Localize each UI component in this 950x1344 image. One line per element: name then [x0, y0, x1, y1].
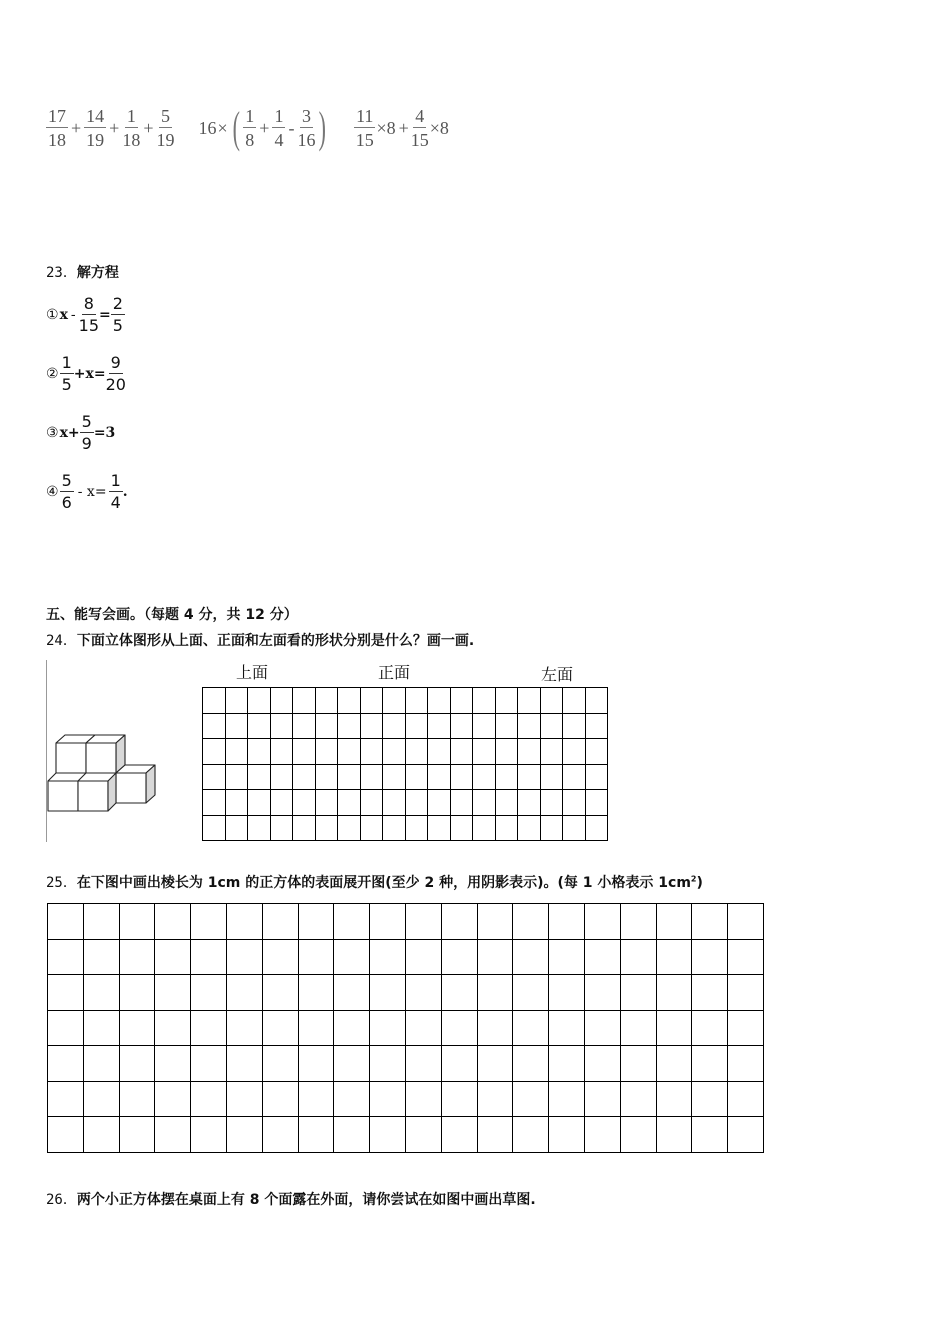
grid-cell[interactable] [513, 1081, 549, 1117]
q25-heading: 25．在下图中画出棱长为 1cm 的正方体的表面展开图(至少 2 种，用阴影表示)。(每 1 小格表示 $1cm^2$) [46, 874, 703, 891]
grid-row [203, 790, 608, 816]
grid-cell[interactable] [428, 688, 451, 714]
grid-cell[interactable] [370, 975, 406, 1011]
grid-cell[interactable] [656, 975, 692, 1011]
grid-cell[interactable] [540, 815, 563, 841]
grid-cell[interactable] [270, 739, 293, 765]
grid-row [48, 975, 764, 1011]
grid-cell[interactable] [262, 939, 298, 975]
grid-cell[interactable] [450, 688, 473, 714]
grid-cell[interactable] [450, 764, 473, 790]
grid-cell[interactable] [203, 713, 226, 739]
grid-cell[interactable] [226, 1010, 262, 1046]
grid-cell[interactable] [383, 790, 406, 816]
fraction: $\frac{11}{15}$ [355, 106, 374, 150]
grid-row [203, 688, 608, 714]
cube-stack-figure [46, 730, 162, 816]
grid-cell[interactable] [191, 1010, 227, 1046]
grid-cell[interactable] [585, 815, 608, 841]
grid-cell[interactable] [293, 739, 316, 765]
label-front-view: 正面 [378, 663, 411, 682]
expression-1: $\frac{17}{18}$ + $\frac{14}{19}$ + $\frac{1}{18}$ + $\frac{5}{19}$ [48, 106, 175, 150]
grid-cell[interactable] [540, 739, 563, 765]
grid-cell[interactable] [540, 688, 563, 714]
grid-row [48, 1046, 764, 1082]
grid-cell[interactable] [225, 688, 248, 714]
q24-heading: 24．下面立体图形从上面、正面和左面看的形状分别是什么？画一画. [46, 633, 475, 649]
grid-cell[interactable] [428, 815, 451, 841]
grid-cell[interactable] [656, 1081, 692, 1117]
grid-cell[interactable] [338, 764, 361, 790]
grid-cell[interactable] [315, 790, 338, 816]
fraction: $\frac{14}{19}$ [86, 106, 105, 150]
q23-heading: 23．解方程 [46, 265, 119, 281]
grid-cell[interactable] [405, 790, 428, 816]
grid-cell[interactable] [225, 790, 248, 816]
grid-cell[interactable] [473, 790, 496, 816]
grid-cell[interactable] [441, 1046, 477, 1082]
grid-cell[interactable] [370, 904, 406, 940]
grid-cell[interactable] [563, 713, 586, 739]
grid-cell[interactable] [405, 1117, 441, 1153]
grid-cell[interactable] [83, 1046, 119, 1082]
drawing-grid-net[interactable] [47, 903, 764, 1153]
equation-4: ④ $\frac{5}{6}$ - x= $\frac{1}{4}$ . [46, 471, 128, 512]
grid-cell[interactable] [262, 1117, 298, 1153]
grid-cell[interactable] [692, 904, 728, 940]
grid-cell[interactable] [334, 1046, 370, 1082]
grid-cell[interactable] [540, 790, 563, 816]
grid-cell[interactable] [226, 904, 262, 940]
grid-cell[interactable] [620, 1117, 656, 1153]
grid-cell[interactable] [477, 1081, 513, 1117]
grid-cell[interactable] [226, 1081, 262, 1117]
grid-cell[interactable] [473, 815, 496, 841]
grid-cell[interactable] [370, 1117, 406, 1153]
grid-cell[interactable] [293, 688, 316, 714]
grid-cell[interactable] [584, 904, 620, 940]
grid-cell[interactable] [620, 975, 656, 1011]
grid-row [203, 764, 608, 790]
grid-cell[interactable] [191, 939, 227, 975]
fraction: $\frac{17}{18}$ [48, 106, 66, 150]
grid-cell[interactable] [334, 1081, 370, 1117]
grid-cell[interactable] [585, 790, 608, 816]
grid-cell[interactable] [298, 1010, 334, 1046]
grid-cell[interactable] [226, 1117, 262, 1153]
grid-cell[interactable] [48, 1010, 84, 1046]
grid-cell[interactable] [405, 713, 428, 739]
grid-row [48, 1117, 764, 1153]
grid-cell[interactable] [360, 815, 383, 841]
grid-cell[interactable] [270, 688, 293, 714]
grid-cell[interactable] [270, 713, 293, 739]
grid-cell[interactable] [155, 1046, 191, 1082]
grid-cell[interactable] [248, 815, 271, 841]
grid-cell[interactable] [262, 1046, 298, 1082]
grid-cell[interactable] [262, 904, 298, 940]
grid-cell[interactable] [48, 939, 84, 975]
grid-cell[interactable] [360, 713, 383, 739]
grid-cell[interactable] [585, 739, 608, 765]
grid-cell[interactable] [225, 739, 248, 765]
grid-cell[interactable] [119, 1081, 155, 1117]
grid-cell[interactable] [383, 739, 406, 765]
grid-cell[interactable] [405, 939, 441, 975]
grid-cell[interactable] [334, 1010, 370, 1046]
grid-cell[interactable] [585, 764, 608, 790]
grid-cell[interactable] [248, 713, 271, 739]
grid-cell[interactable] [405, 739, 428, 765]
grid-cell[interactable] [360, 790, 383, 816]
grid-cell[interactable] [360, 764, 383, 790]
grid-cell[interactable] [293, 764, 316, 790]
equation-1: ① x - $\frac{8}{15}$ = $\frac{2}{5}$ [46, 294, 123, 335]
grid-cell[interactable] [119, 1046, 155, 1082]
grid-cell[interactable] [298, 939, 334, 975]
q26-heading: 26．两个小正方体摆在桌面上有 8 个面露在外面，请你尝试在如图中画出草图. [46, 1192, 536, 1208]
drawing-grid-views[interactable] [202, 687, 608, 841]
grid-cell[interactable] [298, 1046, 334, 1082]
grid-cell[interactable] [225, 764, 248, 790]
grid-cell[interactable] [248, 790, 271, 816]
grid-cell[interactable] [203, 688, 226, 714]
grid-cell[interactable] [360, 688, 383, 714]
grid-cell[interactable] [262, 975, 298, 1011]
grid-cell[interactable] [155, 904, 191, 940]
grid-cell[interactable] [405, 1081, 441, 1117]
expression-3: $\frac{11}{15}$ ×8 + $\frac{4}{15}$ ×8 [355, 106, 449, 150]
grid-cell[interactable] [119, 1010, 155, 1046]
grid-cell[interactable] [477, 939, 513, 975]
grid-cell[interactable] [298, 1081, 334, 1117]
grid-cell[interactable] [473, 713, 496, 739]
grid-cell[interactable] [692, 1117, 728, 1153]
grid-cell[interactable] [540, 764, 563, 790]
grid-cell[interactable] [338, 790, 361, 816]
grid-cell[interactable] [518, 739, 541, 765]
grid-cell[interactable] [262, 1081, 298, 1117]
section-5-title: 五、能写会画。（每题 4 分，共 12 分） [46, 607, 298, 623]
grid-cell[interactable] [692, 1010, 728, 1046]
grid-cell[interactable] [383, 764, 406, 790]
fraction: $\frac{4}{15}$ [410, 106, 429, 150]
grid-cell[interactable] [203, 790, 226, 816]
grid-cell[interactable] [728, 1117, 764, 1153]
grid-cell[interactable] [477, 1010, 513, 1046]
grid-cell[interactable] [270, 790, 293, 816]
grid-cell[interactable] [518, 815, 541, 841]
calc-row [46, 100, 474, 156]
fraction: $\frac{1}{8}$ [245, 106, 255, 150]
grid-cell[interactable] [203, 739, 226, 765]
grid-cell[interactable] [334, 975, 370, 1011]
grid-cell[interactable] [428, 790, 451, 816]
grid-cell[interactable] [495, 790, 518, 816]
grid-cell[interactable] [405, 975, 441, 1011]
grid-cell[interactable] [728, 975, 764, 1011]
grid-row [48, 1010, 764, 1046]
grid-cell[interactable] [83, 1010, 119, 1046]
grid-cell[interactable] [226, 1046, 262, 1082]
grid-cell[interactable] [495, 764, 518, 790]
grid-cell[interactable] [83, 975, 119, 1011]
grid-cell[interactable] [728, 1046, 764, 1082]
grid-cell[interactable] [692, 975, 728, 1011]
label-top-view: 上面 [236, 663, 269, 682]
grid-cell[interactable] [298, 904, 334, 940]
grid-cell[interactable] [620, 1081, 656, 1117]
grid-cell[interactable] [315, 764, 338, 790]
grid-cell[interactable] [248, 688, 271, 714]
grid-cell[interactable] [656, 1117, 692, 1153]
grid-cell[interactable] [549, 939, 585, 975]
grid-cell[interactable] [428, 713, 451, 739]
grid-cell[interactable] [656, 1046, 692, 1082]
grid-cell[interactable] [441, 1117, 477, 1153]
grid-cell[interactable] [656, 939, 692, 975]
grid-cell[interactable] [119, 1117, 155, 1153]
grid-cell[interactable] [692, 1046, 728, 1082]
grid-cell[interactable] [584, 1010, 620, 1046]
grid-cell[interactable] [441, 1081, 477, 1117]
grid-row [203, 815, 608, 841]
grid-cell[interactable] [495, 713, 518, 739]
grid-cell[interactable] [518, 713, 541, 739]
fraction: $\frac{3}{16}$ [297, 106, 316, 150]
grid-cell[interactable] [584, 939, 620, 975]
grid-cell[interactable] [293, 815, 316, 841]
grid-cell[interactable] [620, 904, 656, 940]
grid-cell[interactable] [563, 790, 586, 816]
grid-cell[interactable] [513, 975, 549, 1011]
grid-cell[interactable] [584, 975, 620, 1011]
grid-cell[interactable] [405, 764, 428, 790]
grid-cell[interactable] [584, 1081, 620, 1117]
grid-cell[interactable] [48, 975, 84, 1011]
grid-cell[interactable] [656, 1010, 692, 1046]
grid-cell[interactable] [383, 713, 406, 739]
equation-3: ③ x+ $\frac{5}{9}$ =3 [46, 412, 116, 453]
grid-row [203, 713, 608, 739]
grid-cell[interactable] [477, 1046, 513, 1082]
grid-cell[interactable] [155, 975, 191, 1011]
grid-cell[interactable] [155, 1117, 191, 1153]
grid-cell[interactable] [298, 975, 334, 1011]
grid-cell[interactable] [155, 939, 191, 975]
grid-cell[interactable] [191, 904, 227, 940]
grid-cell[interactable] [298, 1117, 334, 1153]
grid-cell[interactable] [119, 939, 155, 975]
grid-cell[interactable] [441, 975, 477, 1011]
grid-cell[interactable] [293, 713, 316, 739]
grid-cell[interactable] [656, 904, 692, 940]
grid-cell[interactable] [270, 815, 293, 841]
grid-cell[interactable] [334, 1117, 370, 1153]
grid-cell[interactable] [248, 739, 271, 765]
grid-cell[interactable] [450, 713, 473, 739]
fraction: $\frac{1}{18}$ [122, 106, 141, 150]
grid-cell[interactable] [513, 1117, 549, 1153]
grid-cell[interactable] [225, 815, 248, 841]
grid-cell[interactable] [477, 1117, 513, 1153]
grid-cell[interactable] [48, 1081, 84, 1117]
grid-cell[interactable] [495, 688, 518, 714]
grid-cell[interactable] [513, 1046, 549, 1082]
grid-cell[interactable] [450, 815, 473, 841]
grid-cell[interactable] [383, 688, 406, 714]
grid-cell[interactable] [441, 939, 477, 975]
grid-cell[interactable] [191, 1046, 227, 1082]
grid-cell[interactable] [315, 739, 338, 765]
grid-cell[interactable] [549, 1046, 585, 1082]
grid-cell[interactable] [405, 1010, 441, 1046]
grid-cell[interactable] [315, 815, 338, 841]
grid-cell[interactable] [405, 904, 441, 940]
grid-cell[interactable] [83, 1117, 119, 1153]
grid-cell[interactable] [495, 815, 518, 841]
grid-cell[interactable] [584, 1117, 620, 1153]
grid-cell[interactable] [262, 1010, 298, 1046]
grid-cell[interactable] [428, 739, 451, 765]
grid-cell[interactable] [405, 688, 428, 714]
grid-cell[interactable] [450, 790, 473, 816]
grid-cell[interactable] [540, 713, 563, 739]
grid-cell[interactable] [48, 1117, 84, 1153]
grid-cell[interactable] [405, 815, 428, 841]
grid-cell[interactable] [315, 713, 338, 739]
grid-cell[interactable] [549, 1081, 585, 1117]
grid-cell[interactable] [473, 688, 496, 714]
grid-cell[interactable] [518, 764, 541, 790]
grid-cell[interactable] [513, 1010, 549, 1046]
grid-cell[interactable] [585, 688, 608, 714]
grid-cell[interactable] [334, 904, 370, 940]
grid-row [48, 1081, 764, 1117]
grid-cell[interactable] [191, 975, 227, 1011]
grid-cell[interactable] [428, 764, 451, 790]
grid-cell[interactable] [334, 939, 370, 975]
grid-cell[interactable] [473, 739, 496, 765]
grid-cell[interactable] [191, 1081, 227, 1117]
grid-cell[interactable] [518, 688, 541, 714]
grid-row [203, 739, 608, 765]
grid-cell[interactable] [370, 1010, 406, 1046]
grid-cell[interactable] [563, 739, 586, 765]
grid-cell[interactable] [83, 904, 119, 940]
grid-row [48, 904, 764, 940]
grid-cell[interactable] [155, 1081, 191, 1117]
grid-cell[interactable] [191, 1117, 227, 1153]
grid-cell[interactable] [370, 1046, 406, 1082]
grid-cell[interactable] [728, 904, 764, 940]
fraction: $\frac{1}{4}$ [274, 106, 284, 150]
grid-cell[interactable] [338, 688, 361, 714]
grid-cell[interactable] [728, 1010, 764, 1046]
grid-cell[interactable] [450, 739, 473, 765]
grid-cell[interactable] [370, 939, 406, 975]
grid-cell[interactable] [119, 975, 155, 1011]
grid-cell[interactable] [584, 1046, 620, 1082]
grid-cell[interactable] [405, 1046, 441, 1082]
grid-cell[interactable] [518, 790, 541, 816]
grid-cell[interactable] [728, 939, 764, 975]
grid-cell[interactable] [513, 939, 549, 975]
grid-cell[interactable] [226, 939, 262, 975]
grid-cell[interactable] [513, 904, 549, 940]
grid-row [48, 939, 764, 975]
grid-cell[interactable] [441, 904, 477, 940]
grid-cell[interactable] [338, 713, 361, 739]
grid-cell[interactable] [549, 1117, 585, 1153]
grid-cell[interactable] [83, 1081, 119, 1117]
grid-cell[interactable] [620, 1046, 656, 1082]
grid-cell[interactable] [225, 713, 248, 739]
grid-cell[interactable] [563, 764, 586, 790]
grid-cell[interactable] [360, 739, 383, 765]
grid-cell[interactable] [338, 815, 361, 841]
grid-cell[interactable] [620, 1010, 656, 1046]
expression-2: 16 × ( $\frac{1}{8}$ + $\frac{1}{4}$ - $\frac{3}{16}$ ) [198, 103, 327, 152]
grid-cell[interactable] [728, 1081, 764, 1117]
grid-cell[interactable] [48, 904, 84, 940]
grid-cell[interactable] [473, 764, 496, 790]
grid-cell[interactable] [477, 904, 513, 940]
grid-cell[interactable] [692, 939, 728, 975]
label-left-view: 左面 [541, 665, 574, 684]
fraction: $\frac{5}{19}$ [156, 106, 175, 150]
grid-cell[interactable] [48, 1046, 84, 1082]
grid-cell[interactable] [549, 904, 585, 940]
grid-cell[interactable] [549, 1010, 585, 1046]
grid-cell[interactable] [620, 939, 656, 975]
grid-cell[interactable] [477, 975, 513, 1011]
grid-cell[interactable] [549, 975, 585, 1011]
grid-cell[interactable] [248, 764, 271, 790]
grid-cell[interactable] [270, 764, 293, 790]
grid-cell[interactable] [585, 713, 608, 739]
grid-cell[interactable] [563, 815, 586, 841]
grid-cell[interactable] [495, 739, 518, 765]
grid-cell[interactable] [441, 1010, 477, 1046]
grid-cell[interactable] [315, 688, 338, 714]
grid-cell[interactable] [692, 1081, 728, 1117]
grid-cell[interactable] [83, 939, 119, 975]
grid-cell[interactable] [338, 739, 361, 765]
grid-cell[interactable] [226, 975, 262, 1011]
grid-cell[interactable] [383, 815, 406, 841]
grid-cell[interactable] [563, 688, 586, 714]
equation-2: ② $\frac{1}{5}$ +x= $\frac{9}{20}$ [46, 353, 126, 394]
grid-cell[interactable] [203, 764, 226, 790]
grid-cell[interactable] [155, 1010, 191, 1046]
grid-cell[interactable] [370, 1081, 406, 1117]
grid-cell[interactable] [119, 904, 155, 940]
grid-cell[interactable] [203, 815, 226, 841]
grid-cell[interactable] [293, 790, 316, 816]
